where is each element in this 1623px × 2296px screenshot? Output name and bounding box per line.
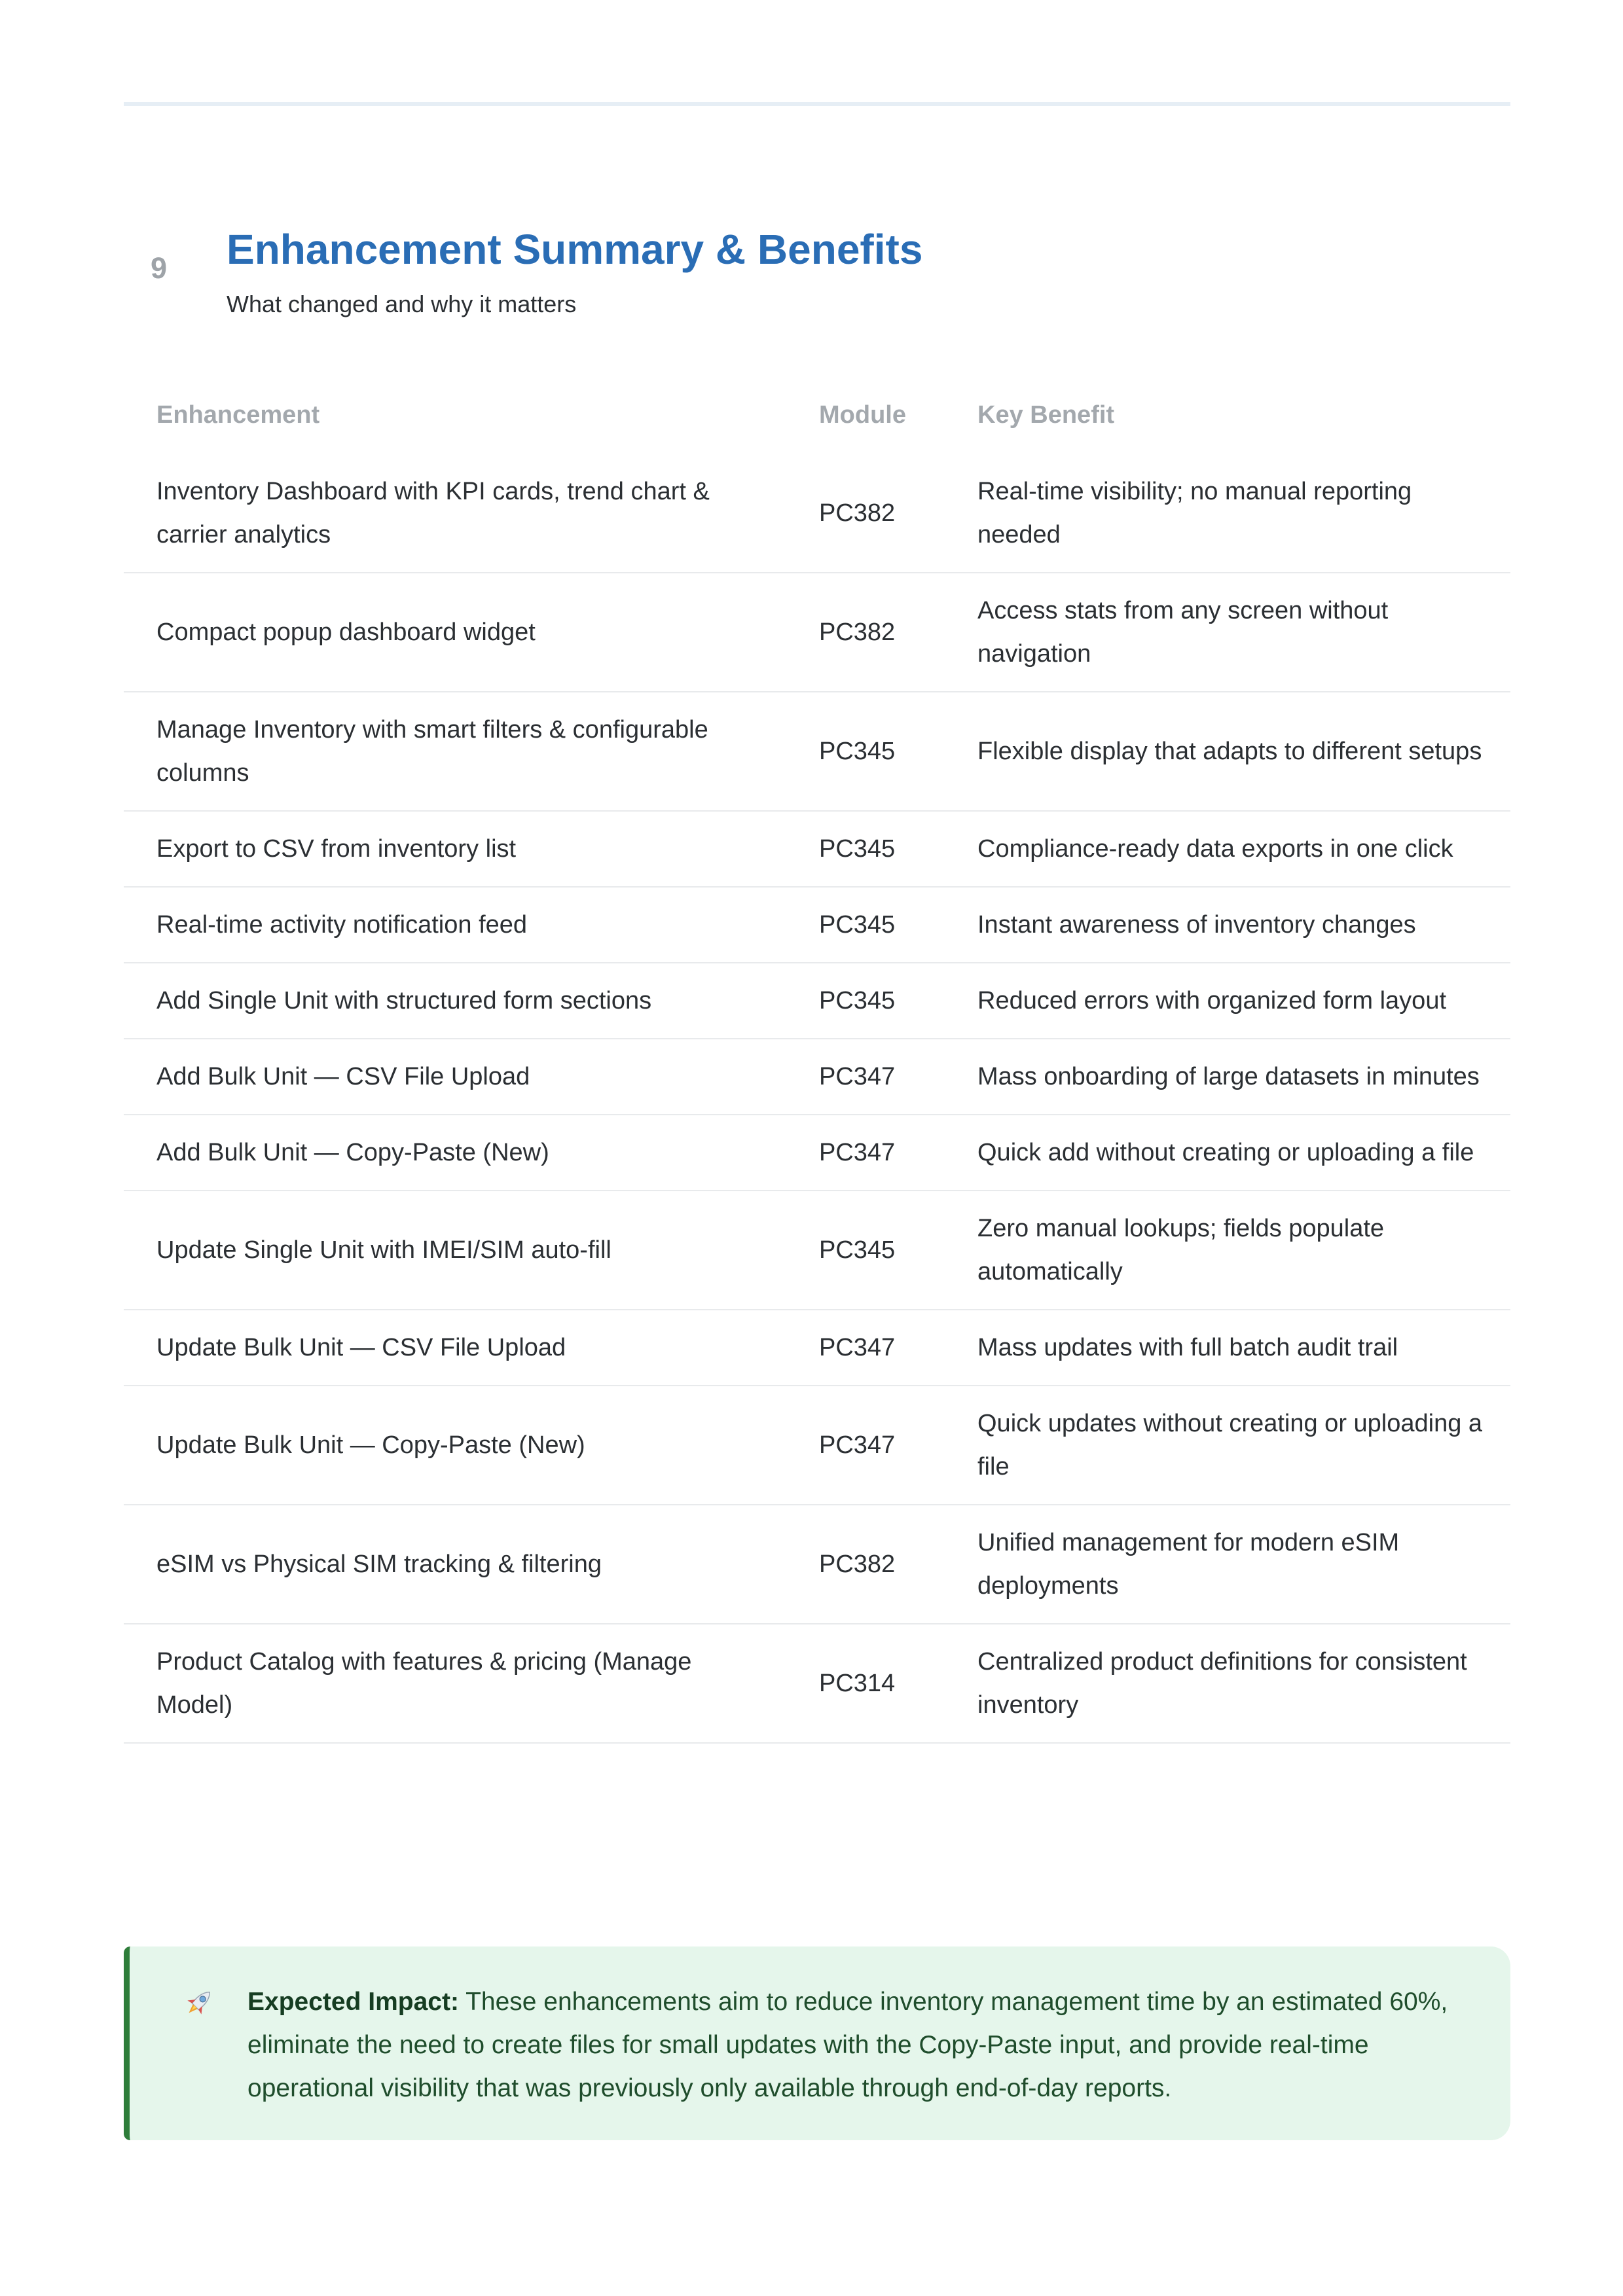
enhancement-cell: Add Single Unit with structured form sections bbox=[124, 963, 786, 1039]
table-row bbox=[124, 811, 1510, 887]
table-header-row bbox=[124, 376, 1510, 454]
module-cell: PC345 bbox=[786, 1191, 945, 1310]
enhancement-cell: Add Bulk Unit — Copy-Paste (New) bbox=[124, 1115, 786, 1191]
benefit-cell: Access stats from any screen without navigation bbox=[945, 573, 1510, 692]
table-row bbox=[124, 1386, 1510, 1505]
enhancement-cell: Real-time activity notification feed bbox=[124, 887, 786, 963]
enhancement-cell: eSIM vs Physical SIM tracking & filtering bbox=[124, 1505, 786, 1624]
table-row bbox=[124, 1039, 1510, 1115]
module-cell: PC347 bbox=[786, 1115, 945, 1191]
module-cell: PC347 bbox=[786, 1310, 945, 1386]
module-cell: PC314 bbox=[786, 1624, 945, 1743]
enhancement-cell: Compact popup dashboard widget bbox=[124, 573, 786, 692]
callout-body: These enhancements aim to reduce inventory management time by an estimated 60%, eliminate the need to create files for small updates with the Copy-Paste input, and provide real-time operational visibility that was previously only available through end-of-day reports. bbox=[247, 1988, 1448, 2102]
benefit-cell: Unified management for modern eSIM deployments bbox=[945, 1505, 1510, 1624]
enhancement-cell: Add Bulk Unit — CSV File Upload bbox=[124, 1039, 786, 1115]
table-row bbox=[124, 887, 1510, 963]
table-row bbox=[124, 1310, 1510, 1386]
callout-text bbox=[247, 1981, 1465, 2110]
benefit-cell: Quick updates without creating or uploading a file bbox=[945, 1386, 1510, 1505]
benefit-cell: Mass onboarding of large datasets in minutes bbox=[945, 1039, 1510, 1115]
benefit-cell: Centralized product definitions for consistent inventory bbox=[945, 1624, 1510, 1743]
module-cell: PC347 bbox=[786, 1039, 945, 1115]
table-row bbox=[124, 692, 1510, 811]
enhancement-cell: Update Single Unit with IMEI/SIM auto-fill bbox=[124, 1191, 786, 1310]
module-cell: PC345 bbox=[786, 963, 945, 1039]
module-cell: PC347 bbox=[786, 1386, 945, 1505]
benefit-cell: Real-time visibility; no manual reporting needed bbox=[945, 454, 1510, 573]
top-divider bbox=[124, 102, 1510, 106]
benefit-cell: Flexible display that adapts to different setups bbox=[945, 692, 1510, 811]
module-cell: PC345 bbox=[786, 887, 945, 963]
table-row bbox=[124, 573, 1510, 692]
module-cell: PC345 bbox=[786, 811, 945, 887]
callout-label: Expected Impact: bbox=[247, 1988, 459, 2016]
benefit-cell: Quick add without creating or uploading a file bbox=[945, 1115, 1510, 1191]
rocket-icon bbox=[182, 1986, 216, 2020]
benefit-cell: Zero manual lookups; fields populate automatically bbox=[945, 1191, 1510, 1310]
benefit-cell: Instant awareness of inventory changes bbox=[945, 887, 1510, 963]
enhancement-cell: Product Catalog with features & pricing (Manage Model) bbox=[124, 1624, 786, 1743]
table-row bbox=[124, 1191, 1510, 1310]
column-header-enhancement: Enhancement bbox=[156, 401, 320, 429]
enhancement-cell: Export to CSV from inventory list bbox=[124, 811, 786, 887]
enhancement-cell: Update Bulk Unit — Copy-Paste (New) bbox=[124, 1386, 786, 1505]
expected-impact-callout bbox=[124, 1946, 1510, 2140]
enhancement-table bbox=[124, 376, 1510, 1744]
table-row bbox=[124, 454, 1510, 573]
benefit-cell: Compliance-ready data exports in one click bbox=[945, 811, 1510, 887]
module-cell: PC382 bbox=[786, 1505, 945, 1624]
module-cell: PC345 bbox=[786, 692, 945, 811]
column-header-module: Module bbox=[819, 401, 906, 429]
section-title: Enhancement Summary & Benefits bbox=[227, 226, 923, 273]
table-row bbox=[124, 963, 1510, 1039]
table-row bbox=[124, 1624, 1510, 1743]
column-header-benefit: Key Benefit bbox=[977, 401, 1115, 429]
section-number: 9 bbox=[151, 251, 168, 285]
benefit-cell: Reduced errors with organized form layout bbox=[945, 963, 1510, 1039]
section-subtitle: What changed and why it matters bbox=[227, 291, 577, 317]
module-cell: PC382 bbox=[786, 454, 945, 573]
enhancement-cell: Inventory Dashboard with KPI cards, trend chart & carrier analytics bbox=[124, 454, 786, 573]
table-row bbox=[124, 1115, 1510, 1191]
enhancement-cell: Manage Inventory with smart filters & configurable columns bbox=[124, 692, 786, 811]
enhancement-cell: Update Bulk Unit — CSV File Upload bbox=[124, 1310, 786, 1386]
benefit-cell: Mass updates with full batch audit trail bbox=[945, 1310, 1510, 1386]
module-cell: PC382 bbox=[786, 573, 945, 692]
table-row bbox=[124, 1505, 1510, 1624]
